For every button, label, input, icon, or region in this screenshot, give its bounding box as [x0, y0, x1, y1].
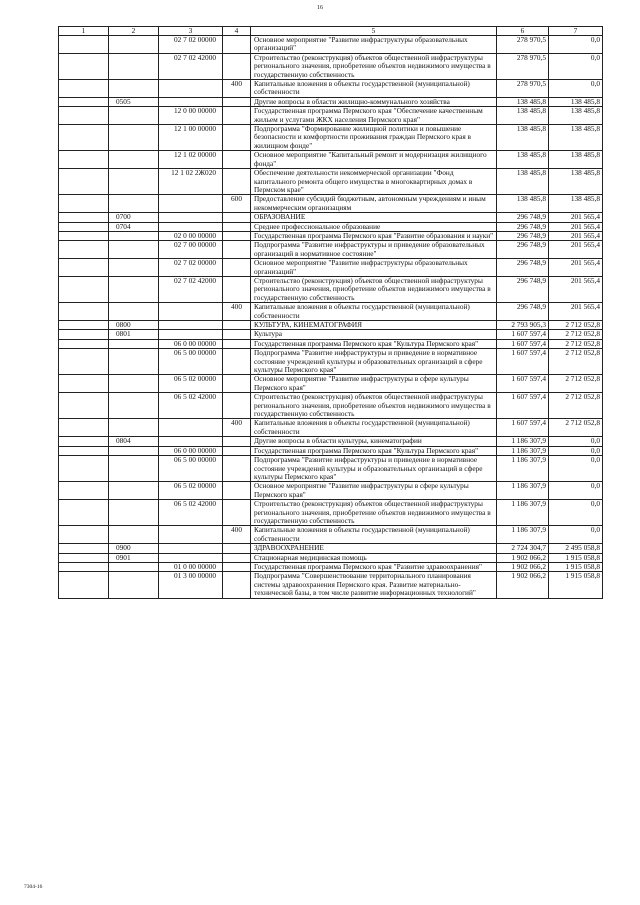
section-cell [59, 213, 109, 222]
amount-2018-cell: 201 565,4 [549, 213, 603, 222]
amount-2018-cell: 0,0 [549, 526, 603, 544]
expense-type-cell [223, 169, 251, 195]
target-article-cell: 06 5 02 00000 [159, 375, 223, 393]
table-row [59, 222, 603, 231]
expense-type-cell [223, 321, 251, 330]
amount-2018-cell: 1 915 058,8 [549, 562, 603, 571]
subsection-cell [109, 169, 159, 195]
expense-type-cell [223, 437, 251, 446]
name-cell: Основное мероприятие "Развитие инфраструктуры образовательных организаций" [251, 259, 497, 277]
amount-2018-cell: 2 712 052,8 [549, 330, 603, 339]
amount-2017-cell: 296 748,9 [497, 222, 549, 231]
subsection-cell: 0801 [109, 330, 159, 339]
header-col-6: 6 [497, 27, 549, 36]
amount-2017-cell: 1 607 597,4 [497, 349, 549, 375]
table-row [59, 393, 603, 419]
name-cell: Капитальные вложения в объекты государственной (муниципальной) собственности [251, 526, 497, 544]
subsection-cell [109, 80, 159, 98]
table-row [59, 53, 603, 79]
section-cell [59, 393, 109, 419]
target-article-cell: 06 5 02 42000 [159, 393, 223, 419]
amount-2018-cell: 138 485,8 [549, 125, 603, 151]
header-col-5: 5 [251, 27, 497, 36]
document-code: 7304-16 [24, 884, 43, 890]
amount-2017-cell: 1 186 307,9 [497, 437, 549, 446]
amount-2017-cell: 1 186 307,9 [497, 446, 549, 455]
amount-2017-cell: 1 186 307,9 [497, 456, 549, 482]
expense-type-cell [223, 339, 251, 348]
section-cell [59, 437, 109, 446]
table-row [59, 553, 603, 562]
subsection-cell: 0704 [109, 222, 159, 231]
amount-2018-cell: 0,0 [549, 36, 603, 54]
name-cell: Государственная программа Пермского края "Развитие здравоохранения" [251, 562, 497, 571]
amount-2018-cell: 201 565,4 [549, 222, 603, 231]
target-article-cell: 06 5 02 00000 [159, 482, 223, 500]
name-cell: Капитальные вложения в объекты государственной (муниципальной) собственности [251, 80, 497, 98]
name-cell: Подпрограмма "Развитие инфраструктуры и приведение в нормативное состояние учреждений культуры и образовательных организаций в сфере культуры Пермского края" [251, 456, 497, 482]
expense-type-cell [223, 53, 251, 79]
section-cell [59, 276, 109, 302]
subsection-cell [109, 572, 159, 598]
section-cell [59, 553, 109, 562]
amount-2018-cell: 138 485,8 [549, 97, 603, 106]
subsection-cell: 0700 [109, 213, 159, 222]
target-article-cell [159, 213, 223, 222]
subsection-cell [109, 231, 159, 240]
name-cell: Строительство (реконструкция) объектов общественной инфраструктуры регионального значения, приобретение объектов недвижимого имущества в государственную собственность [251, 500, 497, 526]
section-cell [59, 321, 109, 330]
amount-2018-cell: 201 565,4 [549, 259, 603, 277]
amount-2017-cell: 138 485,8 [497, 195, 549, 213]
section-cell [59, 80, 109, 98]
name-cell: Государственная программа Пермского края "Культура Пермского края" [251, 339, 497, 348]
target-article-cell: 06 0 00 00000 [159, 446, 223, 455]
expense-type-cell [223, 241, 251, 259]
expense-type-cell [223, 330, 251, 339]
subsection-cell [109, 456, 159, 482]
amount-2018-cell: 201 565,4 [549, 303, 603, 321]
section-cell [59, 303, 109, 321]
table-row [59, 456, 603, 482]
header-col-2: 2 [109, 27, 159, 36]
amount-2018-cell: 201 565,4 [549, 231, 603, 240]
subsection-cell [109, 259, 159, 277]
amount-2017-cell: 1 902 066,2 [497, 553, 549, 562]
name-cell: Культура [251, 330, 497, 339]
table-row [59, 562, 603, 571]
subsection-cell [109, 500, 159, 526]
section-cell [59, 151, 109, 169]
expense-type-cell [223, 393, 251, 419]
expense-type-cell [223, 259, 251, 277]
expense-type-cell [223, 544, 251, 553]
section-cell [59, 125, 109, 151]
target-article-cell: 12 1 02 2Ж020 [159, 169, 223, 195]
table-header-row [59, 27, 603, 36]
amount-2017-cell: 1 186 307,9 [497, 482, 549, 500]
table-row [59, 80, 603, 98]
section-cell [59, 231, 109, 240]
expense-type-cell [223, 36, 251, 54]
table-row [59, 231, 603, 240]
amount-2018-cell: 0,0 [549, 456, 603, 482]
expense-type-cell [223, 231, 251, 240]
subsection-cell [109, 151, 159, 169]
expense-type-cell [223, 456, 251, 482]
expense-type-cell [223, 375, 251, 393]
subsection-cell: 0900 [109, 544, 159, 553]
name-cell: Другие вопросы в области жилищно-коммунального хозяйства [251, 97, 497, 106]
target-article-cell: 02 7 02 00000 [159, 36, 223, 54]
expense-type-cell [223, 500, 251, 526]
subsection-cell [109, 195, 159, 213]
amount-2017-cell: 296 748,9 [497, 303, 549, 321]
name-cell: Капитальные вложения в объекты государственной (муниципальной) собственности [251, 419, 497, 437]
name-cell: Капитальные вложения в объекты государственной (муниципальной) собственности [251, 303, 497, 321]
section-cell [59, 500, 109, 526]
amount-2018-cell: 0,0 [549, 437, 603, 446]
section-cell [59, 195, 109, 213]
target-article-cell [159, 195, 223, 213]
amount-2017-cell: 278 970,5 [497, 36, 549, 54]
name-cell: Государственная программа Пермского края "Обеспечение качественным жильем и услугами ЖКХ населения Пермского края" [251, 107, 497, 125]
amount-2018-cell: 201 565,4 [549, 241, 603, 259]
amount-2017-cell: 296 748,9 [497, 231, 549, 240]
amount-2018-cell: 2 712 052,8 [549, 393, 603, 419]
expense-type-cell [223, 97, 251, 106]
amount-2018-cell: 138 485,8 [549, 195, 603, 213]
name-cell: Основное мероприятие "Развитие инфраструктуры в сфере культуры Пермского края" [251, 482, 497, 500]
budget-table [58, 26, 603, 599]
amount-2017-cell: 296 748,9 [497, 241, 549, 259]
amount-2017-cell: 1 902 066,2 [497, 572, 549, 598]
section-cell [59, 97, 109, 106]
target-article-cell [159, 97, 223, 106]
target-article-cell: 02 7 00 00000 [159, 241, 223, 259]
name-cell: Строительство (реконструкция) объектов общественной инфраструктуры регионального значения, приобретение объектов недвижимого имущества в государственную собственность [251, 276, 497, 302]
header-col-7: 7 [549, 27, 603, 36]
amount-2018-cell: 0,0 [549, 446, 603, 455]
amount-2017-cell: 1 607 597,4 [497, 330, 549, 339]
expense-type-cell: 400 [223, 419, 251, 437]
amount-2017-cell: 1 902 066,2 [497, 562, 549, 571]
target-article-cell [159, 330, 223, 339]
section-cell [59, 419, 109, 437]
target-article-cell: 12 1 02 00000 [159, 151, 223, 169]
table-row [59, 36, 603, 54]
name-cell: Основное мероприятие "Развитие инфраструктуры в сфере культуры Пермского края" [251, 375, 497, 393]
section-cell [59, 330, 109, 339]
subsection-cell [109, 482, 159, 500]
table-row [59, 500, 603, 526]
amount-2017-cell: 138 485,8 [497, 151, 549, 169]
amount-2017-cell: 2 793 905,3 [497, 321, 549, 330]
header-col-4: 4 [223, 27, 251, 36]
amount-2018-cell: 201 565,4 [549, 276, 603, 302]
name-cell: КУЛЬТУРА, КИНЕМАТОГРАФИЯ [251, 321, 497, 330]
name-cell: Государственная программа Пермского края "Развитие образования и науки" [251, 231, 497, 240]
name-cell: Государственная программа Пермского края "Культура Пермского края" [251, 446, 497, 455]
section-cell [59, 53, 109, 79]
table-row [59, 125, 603, 151]
table-row [59, 437, 603, 446]
amount-2018-cell: 2 712 052,8 [549, 349, 603, 375]
target-article-cell: 06 5 02 42000 [159, 500, 223, 526]
target-article-cell: 06 0 00 00000 [159, 339, 223, 348]
table-row [59, 375, 603, 393]
expense-type-cell [223, 572, 251, 598]
target-article-cell: 01 3 00 00000 [159, 572, 223, 598]
amount-2017-cell: 138 485,8 [497, 169, 549, 195]
table-row [59, 446, 603, 455]
amount-2018-cell: 2 495 058,8 [549, 544, 603, 553]
target-article-cell: 02 7 02 00000 [159, 259, 223, 277]
amount-2018-cell: 2 712 052,8 [549, 339, 603, 348]
amount-2017-cell: 138 485,8 [497, 107, 549, 125]
amount-2018-cell: 0,0 [549, 53, 603, 79]
table-row [59, 195, 603, 213]
amount-2018-cell: 2 712 052,8 [549, 419, 603, 437]
table-row [59, 544, 603, 553]
amount-2017-cell: 296 748,9 [497, 259, 549, 277]
amount-2018-cell: 1 915 058,8 [549, 553, 603, 562]
table-row [59, 107, 603, 125]
name-cell: Подпрограмма "Формирование жилищной политики и повышение безопасности и комфортности проживания граждан Пермского края в жилищном фонде" [251, 125, 497, 151]
section-cell [59, 562, 109, 571]
amount-2017-cell: 1 186 307,9 [497, 526, 549, 544]
target-article-cell: 02 0 00 00000 [159, 231, 223, 240]
name-cell: Подпрограмма "Развитие инфраструктуры и приведение образовательных организаций в нормативное состояние" [251, 241, 497, 259]
amount-2017-cell: 138 485,8 [497, 125, 549, 151]
section-cell [59, 36, 109, 54]
name-cell: ЗДРАВООХРАНЕНИЕ [251, 544, 497, 553]
subsection-cell [109, 446, 159, 455]
table-row [59, 241, 603, 259]
target-article-cell [159, 419, 223, 437]
expense-type-cell [223, 213, 251, 222]
section-cell [59, 544, 109, 553]
name-cell: Строительство (реконструкция) объектов общественной инфраструктуры регионального значения, приобретение объектов недвижимого имущества в государственную собственность [251, 53, 497, 79]
section-cell [59, 107, 109, 125]
table-row [59, 321, 603, 330]
name-cell: Обеспечение деятельности некоммерческой организации "Фонд капитального ремонта общего имущества в многоквартирных домах в Пермском крае" [251, 169, 497, 195]
amount-2018-cell: 0,0 [549, 500, 603, 526]
subsection-cell [109, 36, 159, 54]
amount-2018-cell: 2 712 052,8 [549, 375, 603, 393]
section-cell [59, 572, 109, 598]
name-cell: Другие вопросы в области культуры, кинематографии [251, 437, 497, 446]
section-cell [59, 375, 109, 393]
target-article-cell [159, 222, 223, 231]
subsection-cell [109, 53, 159, 79]
table-row [59, 169, 603, 195]
expense-type-cell [223, 562, 251, 571]
amount-2018-cell: 138 485,8 [549, 169, 603, 195]
amount-2018-cell: 0,0 [549, 482, 603, 500]
target-article-cell [159, 321, 223, 330]
table-row [59, 572, 603, 598]
expense-type-cell [223, 125, 251, 151]
target-article-cell: 12 0 00 00000 [159, 107, 223, 125]
expense-type-cell [223, 276, 251, 302]
subsection-cell: 0800 [109, 321, 159, 330]
amount-2017-cell: 1 186 307,9 [497, 500, 549, 526]
subsection-cell [109, 562, 159, 571]
subsection-cell [109, 349, 159, 375]
expense-type-cell: 400 [223, 80, 251, 98]
subsection-cell [109, 303, 159, 321]
table-row [59, 482, 603, 500]
subsection-cell [109, 375, 159, 393]
expense-type-cell [223, 349, 251, 375]
name-cell: Подпрограмма "Развитие инфраструктуры и приведение в нормативное состояние учреждений культуры и образовательных организаций в сфере культуры Пермского края" [251, 349, 497, 375]
subsection-cell [109, 107, 159, 125]
target-article-cell [159, 553, 223, 562]
expense-type-cell: 400 [223, 303, 251, 321]
subsection-cell [109, 125, 159, 151]
section-cell [59, 222, 109, 231]
table-row [59, 97, 603, 106]
name-cell: Предоставление субсидий бюджетным, автономным учреждениям и иным некоммерческим организациям [251, 195, 497, 213]
table-row [59, 526, 603, 544]
name-cell: Строительство (реконструкция) объектов общественной инфраструктуры регионального значения, приобретение объектов недвижимого имущества в государственную собственность [251, 393, 497, 419]
expense-type-cell [223, 222, 251, 231]
name-cell: Среднее профессиональное образование [251, 222, 497, 231]
target-article-cell: 06 5 00 00000 [159, 456, 223, 482]
subsection-cell [109, 419, 159, 437]
section-cell [59, 169, 109, 195]
target-article-cell [159, 437, 223, 446]
expense-type-cell [223, 482, 251, 500]
table-row [59, 151, 603, 169]
expense-type-cell [223, 446, 251, 455]
target-article-cell [159, 80, 223, 98]
amount-2017-cell: 1 607 597,4 [497, 339, 549, 348]
section-cell [59, 456, 109, 482]
amount-2017-cell: 2 724 304,7 [497, 544, 549, 553]
amount-2018-cell: 138 485,8 [549, 107, 603, 125]
amount-2017-cell: 1 607 597,4 [497, 393, 549, 419]
target-article-cell: 06 5 00 00000 [159, 349, 223, 375]
amount-2017-cell: 278 970,5 [497, 80, 549, 98]
subsection-cell: 0901 [109, 553, 159, 562]
section-cell [59, 446, 109, 455]
table-row [59, 303, 603, 321]
name-cell: ОБРАЗОВАНИЕ [251, 213, 497, 222]
name-cell: Подпрограмма "Совершенствование территориального планирования системы здравоохранения Пермского края. Развитие материально-технической базы, в том числе развитие информационных технологий" [251, 572, 497, 598]
target-article-cell: 01 0 00 00000 [159, 562, 223, 571]
table-row [59, 276, 603, 302]
target-article-cell [159, 526, 223, 544]
name-cell: Основное мероприятие "Капитальный ремонт и модернизация жилищного фонда" [251, 151, 497, 169]
subsection-cell [109, 393, 159, 419]
section-cell [59, 526, 109, 544]
subsection-cell: 0505 [109, 97, 159, 106]
amount-2018-cell: 1 915 058,8 [549, 572, 603, 598]
name-cell: Основное мероприятие "Развитие инфраструктуры образовательных организаций" [251, 36, 497, 54]
section-cell [59, 259, 109, 277]
subsection-cell: 0804 [109, 437, 159, 446]
table-row [59, 259, 603, 277]
target-article-cell: 02 7 02 42000 [159, 276, 223, 302]
amount-2017-cell: 278 970,5 [497, 53, 549, 79]
target-article-cell: 12 1 00 00000 [159, 125, 223, 151]
target-article-cell: 02 7 02 42000 [159, 53, 223, 79]
header-col-1: 1 [59, 27, 109, 36]
amount-2018-cell: 0,0 [549, 80, 603, 98]
expense-type-cell [223, 553, 251, 562]
subsection-cell [109, 339, 159, 348]
table-row [59, 330, 603, 339]
subsection-cell [109, 526, 159, 544]
table-row [59, 349, 603, 375]
name-cell: Стационарная медицинская помощь [251, 553, 497, 562]
amount-2017-cell: 138 485,8 [497, 97, 549, 106]
page-number: 16 [317, 5, 323, 11]
section-cell [59, 349, 109, 375]
subsection-cell [109, 241, 159, 259]
expense-type-cell: 400 [223, 526, 251, 544]
table-row [59, 419, 603, 437]
amount-2017-cell: 296 748,9 [497, 213, 549, 222]
section-cell [59, 482, 109, 500]
expense-type-cell [223, 151, 251, 169]
header-col-3: 3 [159, 27, 223, 36]
amount-2017-cell: 296 748,9 [497, 276, 549, 302]
expense-type-cell: 600 [223, 195, 251, 213]
amount-2018-cell: 2 712 052,8 [549, 321, 603, 330]
section-cell [59, 241, 109, 259]
subsection-cell [109, 276, 159, 302]
amount-2017-cell: 1 607 597,4 [497, 419, 549, 437]
target-article-cell [159, 303, 223, 321]
table-row [59, 213, 603, 222]
amount-2017-cell: 1 607 597,4 [497, 375, 549, 393]
table-row [59, 339, 603, 348]
amount-2018-cell: 138 485,8 [549, 151, 603, 169]
section-cell [59, 339, 109, 348]
expense-type-cell [223, 107, 251, 125]
target-article-cell [159, 544, 223, 553]
